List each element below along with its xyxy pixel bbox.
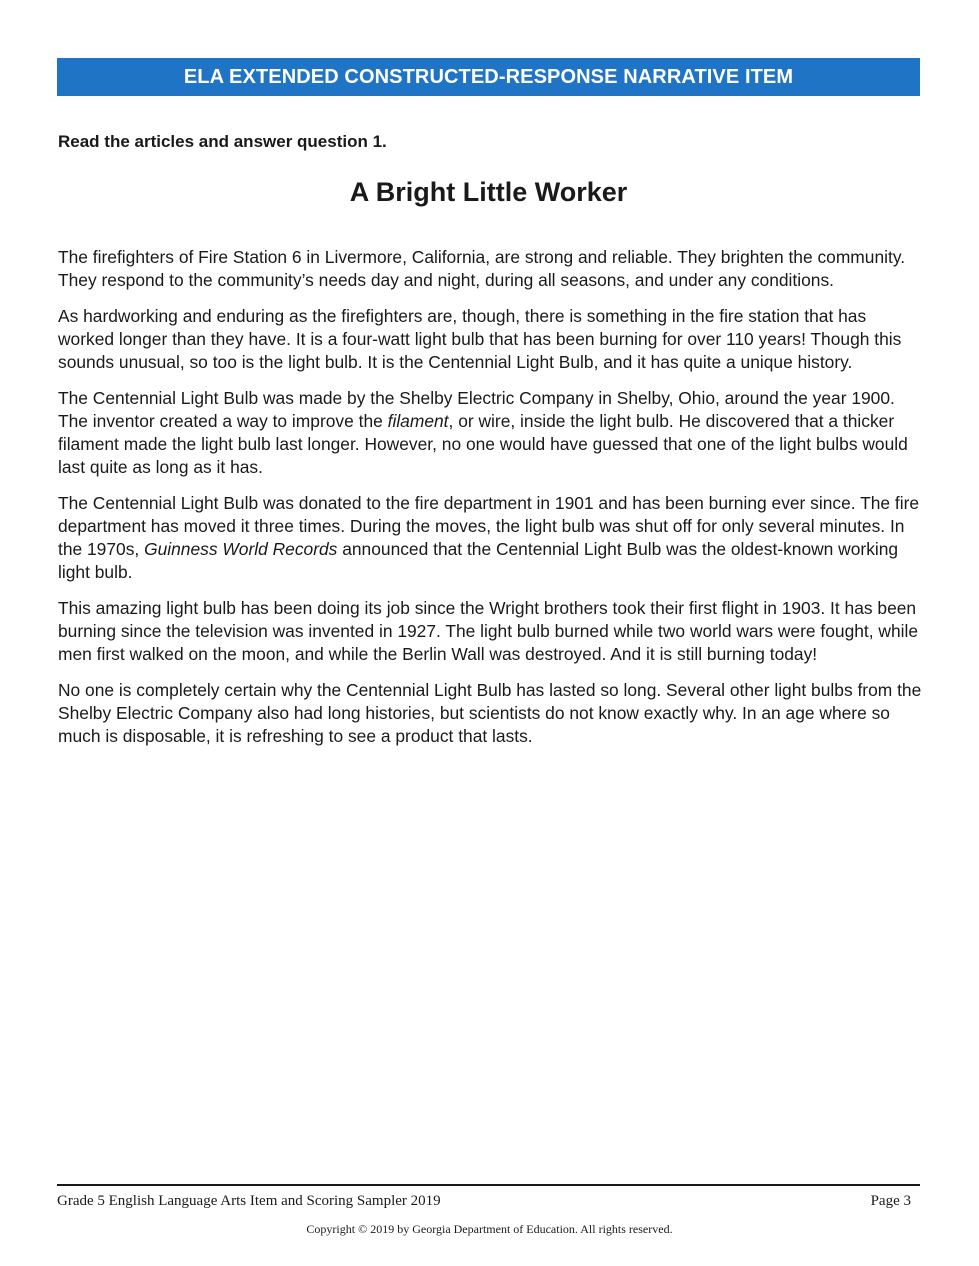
paragraph-text: , or wire, inside the light bulb. He discovered that a thicker filament made the light bulb last longer. However, no one would have guessed that one of the light bulbs would last quite as long as it has. <box>58 411 908 477</box>
article-paragraph-3 <box>58 387 922 479</box>
article-paragraph-4 <box>58 492 922 584</box>
article-paragraph-5: This amazing light bulb has been doing its job since the Wright brothers took their first flight in 1903. It has been burning since the television was invented in 1927. The light bulb burned while two world wars were fought, while men first walked on the moon, and while the Berlin Wall was destroyed. And it is still burning today! <box>58 598 919 664</box>
filament-term: filament <box>387 411 449 431</box>
article-paragraph-2: As hardworking and enduring as the firefighters are, though, there is something in the fire station that has worked longer than they have. It is a four-watt light bulb that has been burning for over 110 years! Though this sounds unusual, so too is the light bulb. It is the Centennial Light Bulb, and it has quite a unique history. <box>58 306 902 372</box>
article-title: A Bright Little Worker <box>349 177 628 207</box>
copyright-notice: Copyright © 2019 by Georgia Department of Education. All rights reserved. <box>306 1222 673 1236</box>
paragraph-text: announced that the Centennial Light Bulb was the oldest-known working light bulb. <box>58 539 899 582</box>
paragraph-text: The Centennial Light Bulb was made by the Shelby Electric Company in Shelby, Ohio, around the year 1900. The inventor created a way to improve the <box>58 388 895 431</box>
article-body <box>58 246 922 761</box>
footer-divider <box>57 1184 920 1186</box>
section-banner: ELA EXTENDED CONSTRUCTED-RESPONSE NARRATIVE ITEM <box>57 58 920 96</box>
footer-doc-title: Grade 5 English Language Arts Item and Scoring Sampler 2019 <box>57 1193 441 1209</box>
page-number: Page 3 <box>870 1193 911 1209</box>
guinness-title: Guinness World Records <box>144 539 338 559</box>
article-paragraph-6: No one is completely certain why the Centennial Light Bulb has lasted so long. Several other light bulbs from the Shelby Electric Company also had long histories, but scientists do not know exactly why. In an age where so much is disposable, it is refreshing to see a product that lasts. <box>58 680 922 746</box>
article-paragraph-1: The firefighters of Fire Station 6 in Livermore, California, are strong and reliable. They brighten the community. They respond to the community’s needs day and night, during all seasons, and under any conditions. <box>58 247 906 290</box>
paragraph-text: The Centennial Light Bulb was donated to the fire department in 1901 and has been burning ever since. The fire department has moved it three times. During the moves, the light bulb was shut off for only several minutes. In the 1970s, <box>58 493 920 559</box>
instruction-text: Read the articles and answer question 1. <box>58 132 387 151</box>
